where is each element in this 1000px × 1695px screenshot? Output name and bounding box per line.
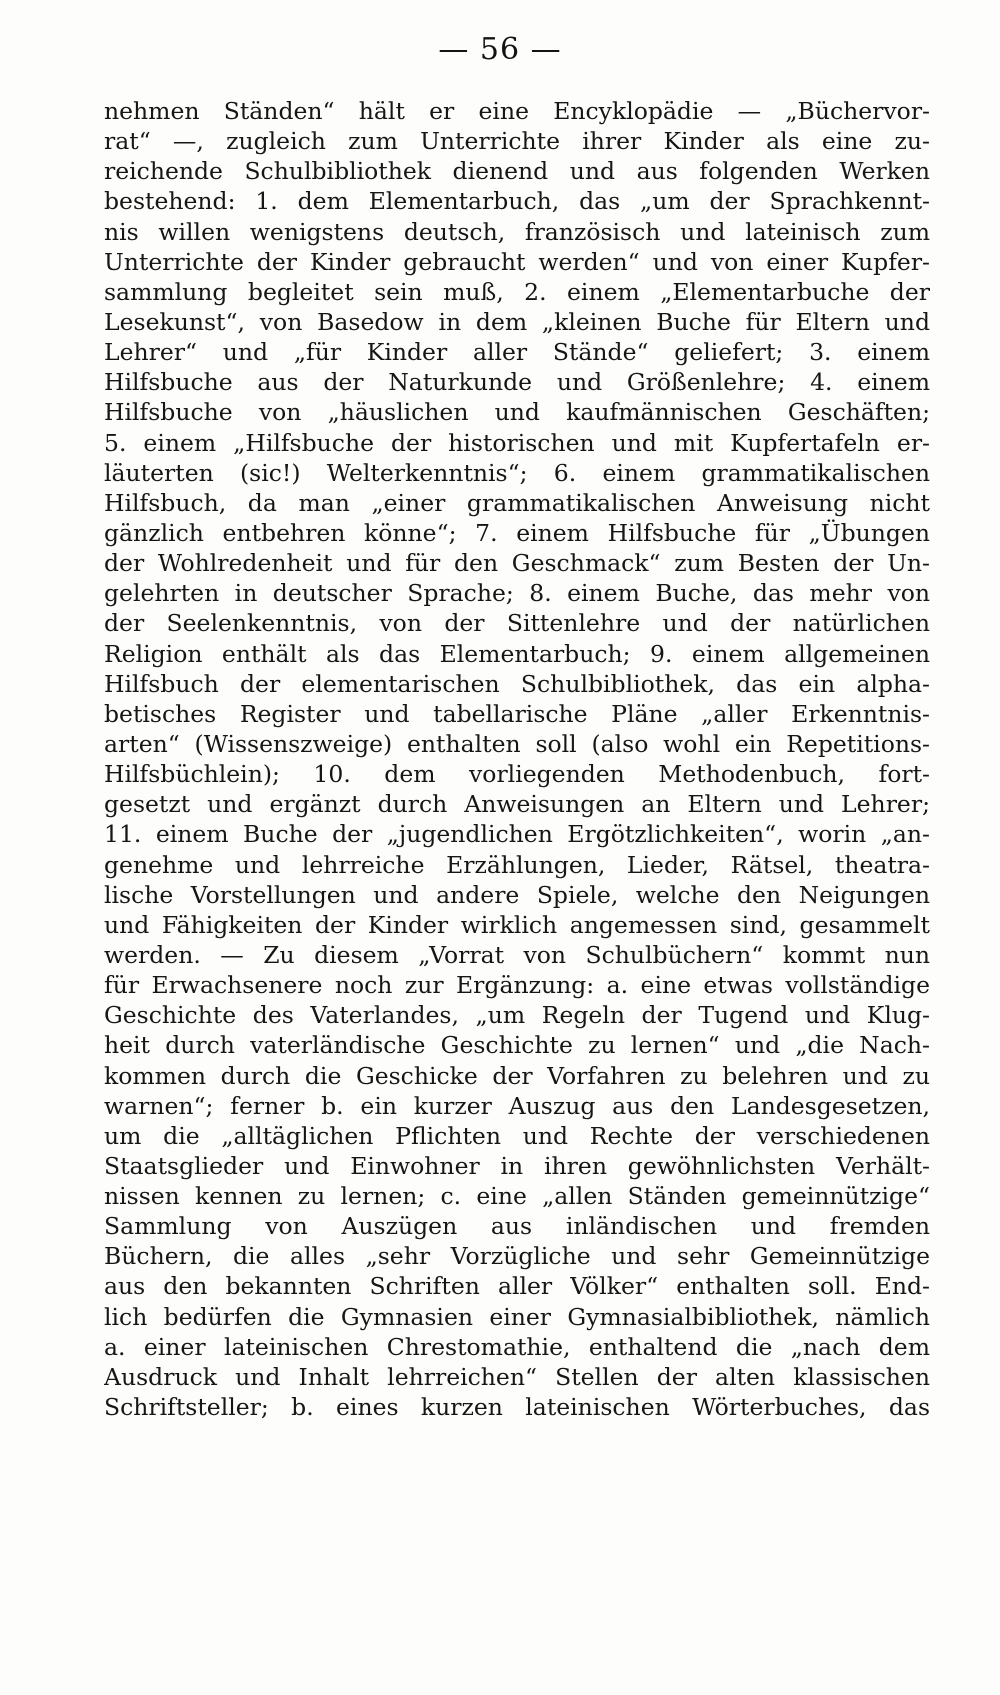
text-line: a. einer lateinischen Chrestomathie, enthaltend die „nach dem (104, 1332, 930, 1361)
text-line: und Fähigkeiten der Kinder wirklich angemessen sind, gesammelt (104, 910, 930, 939)
text-line: Lehrer“ und „für Kinder aller Stände“ geliefert; 3. einem (104, 338, 930, 367)
text-line: heit durch vaterländische Geschichte zu lernen“ und „die Nach- (104, 1031, 930, 1060)
text-line: nis willen wenigstens deutsch, französisch und lateinisch zum (104, 217, 930, 246)
body-text (104, 96, 930, 1422)
text-line: Hilfsbuche aus der Naturkunde und Größenlehre; 4. einem (104, 368, 930, 397)
text-line: lich bedürfen die Gymnasien einer Gymnasialbibliothek, nämlich (104, 1302, 930, 1331)
text-line: Lesekunst“, von Basedow in dem „kleinen Buche für Eltern und (104, 307, 930, 336)
text-line: werden. — Zu diesem „Vorrat von Schulbüchern“ kommt nun (104, 940, 930, 969)
text-line: reichende Schulbibliothek dienend und aus folgenden Werken (104, 157, 930, 186)
text-line: nissen kennen zu lernen; c. eine „allen Ständen gemeinnützige“ (104, 1182, 930, 1211)
page-number: — 56 — (438, 32, 562, 67)
text-line: gänzlich entbehren könne“; 7. einem Hilfsbuche für „Übungen (104, 518, 930, 547)
text-line: arten“ (Wissenszweige) enthalten soll (also wohl ein Repetitions- (104, 729, 930, 758)
text-line: Schriftsteller; b. eines kurzen lateinischen Wörterbuches, das (104, 1393, 930, 1422)
text-line: Staatsglieder und Einwohner in ihren gewöhnlichsten Verhält- (104, 1151, 930, 1180)
text-line: genehme und lehrreiche Erzählungen, Lieder, Rätsel, theatra- (104, 850, 930, 879)
text-line: Geschichte des Vaterlandes, „um Regeln der Tugend und Klug- (104, 1001, 930, 1030)
text-line: sammlung begleitet sein muß, 2. einem „Elementarbuche der (104, 277, 930, 306)
text-line: bestehend: 1. dem Elementarbuch, das „um der Sprachkennt- (104, 187, 930, 216)
text-line: Hilfsbuch der elementarischen Schulbibliothek, das ein alpha- (104, 669, 930, 698)
text-line: nehmen Ständen“ hält er eine Encyklopädie — „Büchervor- (104, 97, 930, 125)
text-line: der Seelenkenntnis, von der Sittenlehre und der natürlichen (104, 609, 930, 638)
text-line: gelehrten in deutscher Sprache; 8. einem Buche, das mehr von (104, 579, 930, 608)
text-line: betisches Register und tabellarische Pläne „aller Erkenntnis- (104, 699, 930, 728)
text-line: läuterten (sic!) Welterkenntnis“; 6. einem grammatikalischen (104, 458, 930, 487)
text-line: gesetzt und ergänzt durch Anweisungen an Eltern und Lehrer; (104, 790, 930, 819)
text-line: um die „alltäglichen Pflichten und Rechte der verschiedenen (104, 1121, 930, 1150)
text-line: aus den bekannten Schriften aller Völker“ enthalten soll. End- (104, 1272, 930, 1301)
text-line: 11. einem Buche der „jugendlichen Ergötzlichkeiten“, worin „an- (104, 820, 930, 849)
text-line: für Erwachsenere noch zur Ergänzung: a. eine etwas vollständige (104, 971, 930, 1000)
text-line: Religion enthält als das Elementarbuch; 9. einem allgemeinen (104, 639, 930, 668)
text-line: warnen“; ferner b. ein kurzer Auszug aus den Landesgesetzen, (104, 1091, 930, 1120)
text-line: 5. einem „Hilfsbuche der historischen und mit Kupfertafeln er- (104, 428, 930, 457)
text-line: rat“ —, zugleich zum Unterrichte ihrer Kinder als eine zu- (104, 127, 930, 156)
text-line: Hilfsbuch, da man „einer grammatikalischen Anweisung nicht (104, 488, 930, 517)
text-line: der Wohlredenheit und für den Geschmack“ zum Besten der Un- (104, 549, 930, 578)
text-line: Unterrichte der Kinder gebraucht werden“ und von einer Kupfer- (104, 247, 930, 276)
text-line: kommen durch die Geschicke der Vorfahren zu belehren und zu (104, 1061, 930, 1090)
text-line: lische Vorstellungen und andere Spiele, welche den Neigungen (104, 880, 930, 909)
text-line: Hilfsbuche von „häuslichen und kaufmännischen Geschäften; (104, 398, 930, 427)
text-line: Sammlung von Auszügen aus inländischen und fremden (104, 1212, 930, 1241)
text-line: Hilfsbüchlein); 10. dem vorliegenden Methodenbuch, fort- (104, 760, 930, 789)
text-line: Ausdruck und Inhalt lehrreichen“ Stellen der alten klassischen (104, 1362, 930, 1391)
text-line: Büchern, die alles „sehr Vorzügliche und sehr Gemeinnützige (104, 1242, 930, 1271)
